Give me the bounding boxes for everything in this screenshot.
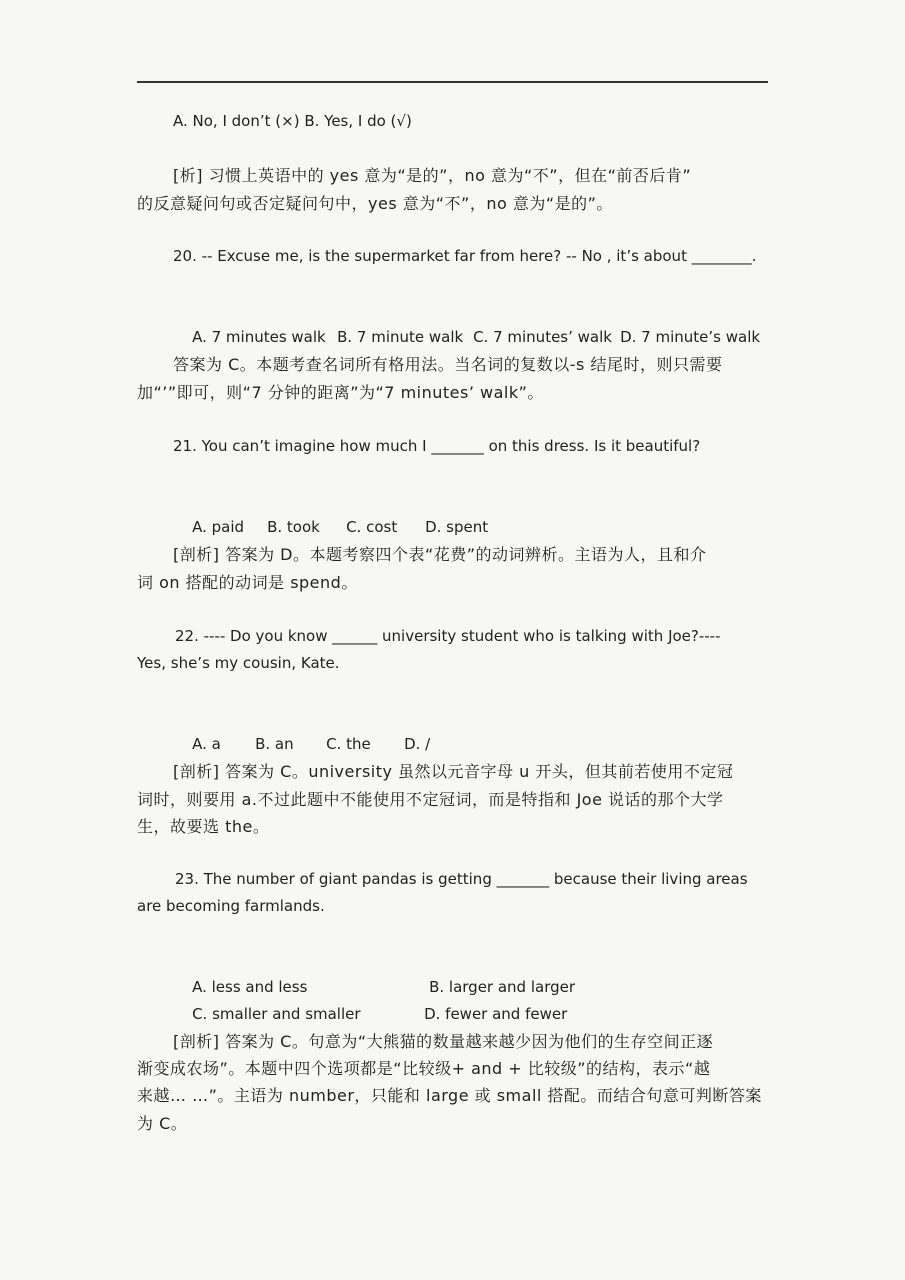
q21-option-d: D. spent	[425, 518, 489, 536]
q23-analysis-line-3: 来越… …”。主语为 number，只能和 large 或 small 搭配。而结合句意可判断答案	[137, 1086, 762, 1105]
q20-option-c: C. 7 minutes’ walk	[473, 328, 612, 346]
q22-option-a: A. a	[192, 735, 221, 753]
q23-question-line-1: 23. The number of giant pandas is getting _______ because their living areas	[175, 870, 748, 888]
q22-question-line-2: Yes, she’s my cousin, Kate.	[137, 654, 340, 672]
q20-option-d: D. 7 minute’s walk	[620, 328, 761, 346]
q21-analysis-line-2: 词 on 搭配的动词是 spend。	[137, 573, 358, 592]
q22-option-c: C. the	[326, 735, 371, 753]
q21-option-a: A. paid	[192, 518, 245, 536]
header-rule	[137, 81, 768, 83]
q23-analysis-line-1: [剖析] 答案为 C。句意为“大熊猫的数量越来越少因为他们的生存空间正逐	[173, 1032, 714, 1051]
q20-analysis-line-2: 加“’”即可，则“7 分钟的距离”为“7 minutes’ walk”。	[137, 383, 544, 402]
q20-option-b: B. 7 minute walk	[337, 328, 464, 346]
q19-analysis-line-1: [析] 习惯上英语中的 yes 意为“是的”，no 意为“不”，但在“前否后肯”	[173, 166, 692, 185]
q21-analysis-line-1: [剖析] 答案为 D。本题考察四个表“花费”的动词辨析。主语为人，且和介	[173, 545, 707, 564]
q19-answer-line: A. No, I don’t (×) B. Yes, I do (√)	[173, 112, 412, 130]
q21-question: 21. You can’t imagine how much I _______ on this dress. Is it beautiful?	[173, 437, 701, 455]
q23-question-line-2: are becoming farmlands.	[137, 897, 325, 915]
q23-option-b: B. larger and larger	[429, 978, 576, 996]
q23-option-d: D. fewer and fewer	[424, 1005, 568, 1023]
q20-analysis-line-1: 答案为 C。本题考查名词所有格用法。当名词的复数以-s 结尾时，则只需要	[173, 355, 723, 374]
q21-option-c: C. cost	[346, 518, 398, 536]
q23-option-c: C. smaller and smaller	[192, 1005, 361, 1023]
q23-analysis-line-2: 渐变成农场”。本题中四个选项都是“比较级+ and + 比较级”的结构，表示“越	[137, 1059, 711, 1078]
q22-option-d: D. /	[404, 735, 431, 753]
q23-analysis-line-4: 为 C。	[137, 1114, 188, 1133]
q19-analysis-line-2: 的反意疑问句或否定疑问句中，yes 意为“不”，no 意为“是的”。	[137, 194, 613, 213]
q22-analysis-line-3: 生，故要选 the。	[137, 817, 270, 836]
q22-analysis-line-1: [剖析] 答案为 C。university 虽然以元音字母 u 开头，但其前若使用不定冠	[173, 762, 734, 781]
q21-option-b: B. took	[267, 518, 320, 536]
q20-option-a: A. 7 minutes walk	[192, 328, 326, 346]
q22-question-line-1: 22. ---- Do you know ______ university student who is talking with Joe?----	[175, 627, 721, 645]
q23-option-a: A. less and less	[192, 978, 308, 996]
q20-question: 20. -- Excuse me, is the supermarket far from here? -- No , it’s about ________.	[173, 247, 757, 265]
q22-analysis-line-2: 词时，则要用 a.不过此题中不能使用不定冠词，而是特指和 Joe 说话的那个大学	[137, 790, 724, 809]
q22-option-b: B. an	[255, 735, 294, 753]
